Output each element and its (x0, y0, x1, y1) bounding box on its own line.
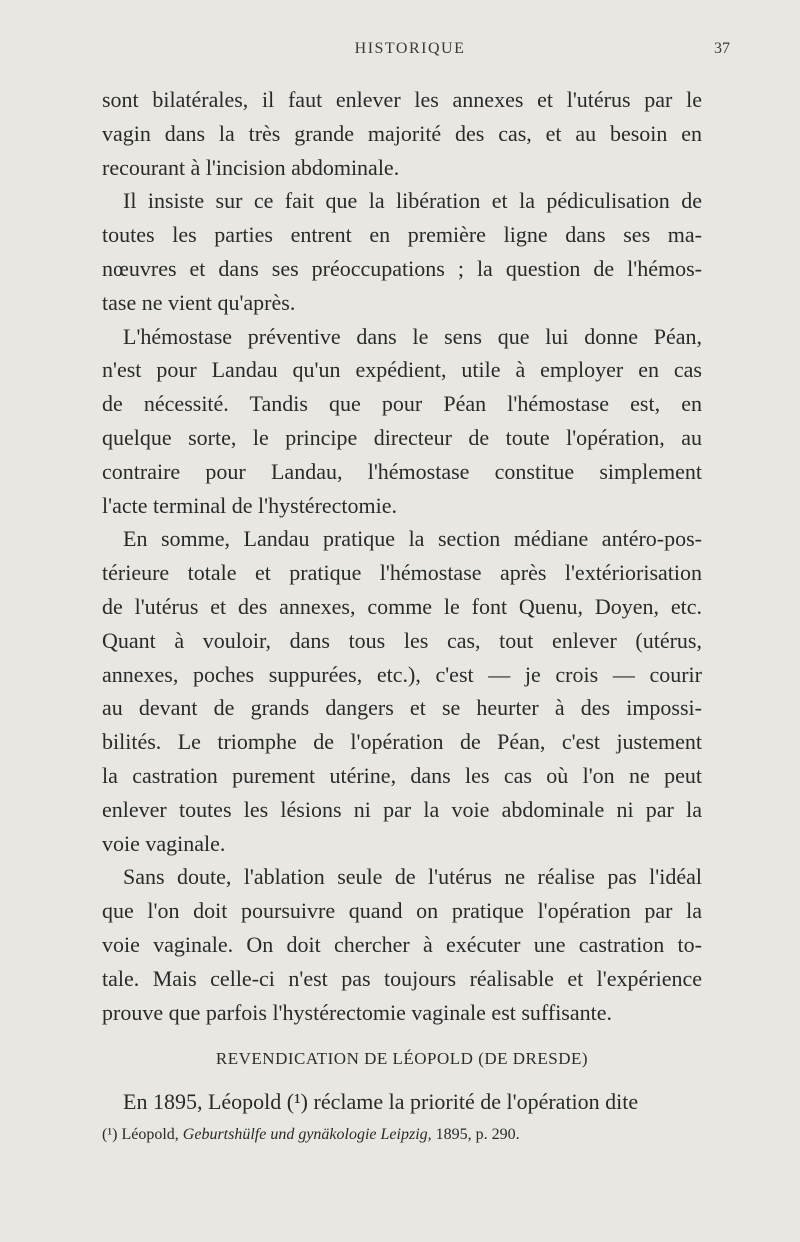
text-line: quelque sorte, le principe directeur de toute l'opération, au (102, 424, 702, 450)
text-line: sont bilatérales, il faut enlever les annexes et l'utérus par le (102, 87, 702, 112)
text-line: toutes les parties entrent en première ligne dans ses ma- (102, 222, 702, 248)
page-number: 37 (714, 40, 730, 57)
text-line: L'hémostase préventive dans le sens que lui donne Péan, (123, 323, 702, 349)
text-line: prouve que parfois l'hystérectomie vaginale est suffisante. (102, 999, 613, 1025)
text-line: de nécessité. Tandis que pour Péan l'hémostase est, en (102, 391, 702, 417)
text-line: au devant de grands dangers et se heurter à des impossi- (102, 695, 702, 721)
section-heading: REVENDICATION DE LÉOPOLD (DE DRESDE) (215, 1049, 589, 1069)
text-line: En 1895, Léopold (¹) réclame la priorité de l'opération dite (123, 1089, 639, 1115)
running-head (90, 40, 730, 70)
text-line: annexes, poches suppurées, etc.), c'est — je crois — courir (102, 661, 702, 687)
text-line: vagin dans la très grande majorité des cas, et au besoin en (102, 120, 702, 146)
footnote-author: Léopold, (121, 1126, 179, 1144)
text-line: recourant à l'incision abdominale. (102, 154, 400, 180)
text-line: tale. Mais celle-ci n'est pas toujours réalisable et l'expérience (102, 965, 702, 991)
text-line: En somme, Landau pratique la section médiane antéro-pos- (123, 526, 702, 552)
text-line: contraire pour Landau, l'hémostase constitue simplement (102, 458, 702, 484)
text-line: bilités. Le triomphe de l'opération de Péan, c'est justement (102, 729, 702, 755)
text-line: que l'on doit poursuivre quand on pratique l'opération par la (102, 898, 702, 924)
footnote (102, 1123, 702, 1147)
text-line: de l'utérus et des annexes, comme le font Quenu, Doyen, etc. (102, 593, 702, 619)
text-line: nœuvres et dans ses préoccupations ; la question de l'hémos- (102, 255, 702, 281)
paragraph-1 (102, 83, 702, 184)
text-line: n'est pour Landau qu'un expédient, utile à employer en cas (102, 357, 702, 383)
footnote-marker: (¹) (102, 1126, 118, 1144)
text-line: voie vaginale. On doit chercher à exécuter une castration to- (102, 931, 702, 957)
paragraph-5 (102, 860, 702, 1029)
running-title: HISTORIQUE (354, 40, 466, 57)
text-line: voie vaginale. (102, 830, 226, 856)
text-line: Il insiste sur ce fait que la libération et la pédiculisation de (123, 188, 702, 214)
text-line: Sans doute, l'ablation seule de l'utérus ne réalise pas l'idéal (123, 864, 702, 890)
text-line: térieure totale et pratique l'hémostase après l'extériorisation (102, 560, 702, 586)
body-text (102, 83, 702, 1147)
text-line: la castration purement utérine, dans les cas où l'on ne peut (102, 762, 702, 788)
paragraph-4 (102, 522, 702, 860)
paragraph-2 (102, 184, 702, 319)
footnote-title: Geburtshülfe und gynäkologie Leipzig, (182, 1126, 432, 1144)
paragraph-3 (102, 320, 702, 523)
text-line: tase ne vient qu'après. (102, 289, 296, 315)
text-line: enlever toutes les lésions ni par la voie abdominale ni par la (102, 796, 702, 822)
text-line: l'acte terminal de l'hystérectomie. (102, 492, 398, 518)
text-line: Quant à vouloir, dans tous les cas, tout enlever (utérus, (102, 627, 702, 653)
footnote-details: 1895, p. 290. (435, 1126, 520, 1144)
paragraph-6 (102, 1085, 702, 1119)
